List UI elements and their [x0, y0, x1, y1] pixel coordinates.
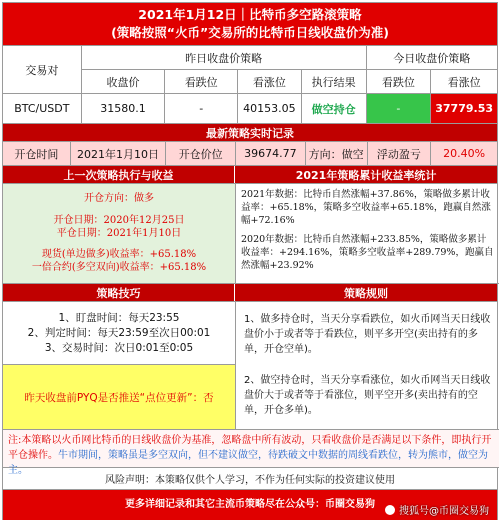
stats-2020: 2020年数据：比特币自然涨幅+233.85%，策略做多累计收益率：+294.16%，策略多空收益率+289.79%，跑赢自然涨幅+23.92% — [241, 234, 494, 271]
today-bull-header: 看涨位 — [447, 75, 481, 89]
float-label: 浮动盈亏 — [368, 142, 432, 165]
disclaimer-row — [3, 468, 497, 490]
latest-record-row — [3, 142, 497, 166]
page-title: 2021年1月12日｜比特币多空路滚策略 — [138, 7, 362, 22]
today-bull-cell: 37779.53 — [431, 94, 497, 123]
page-subtitle: (策略按照“火币”交易所的比特币日线收盘价为准) — [111, 25, 389, 40]
latest-record-title: 最新策略实时记录 — [3, 124, 497, 141]
close-price-header: 收盘价 — [82, 70, 166, 93]
today-strategy-header: 今日收盘价策略 — [393, 51, 471, 65]
pyq-note-panel — [3, 365, 236, 430]
bear-level-header: 看跌位 — [165, 70, 238, 93]
last-exec-direction: 开仓方向：做多 — [84, 193, 154, 204]
table-row — [3, 94, 497, 124]
latest-record-bar — [3, 124, 497, 142]
direction-value: 方向：做空 — [306, 142, 368, 165]
rules-panel — [236, 302, 499, 430]
rule-item: 1、做多持仓时，当天分享看跌位，如火币网当天日线收盘价小于或者等于看跌位，则平多开空(卖出持有的多单，开仓空单)。 — [244, 314, 491, 355]
note-red-text: 注:本策略以火币网比特币的日线收盘价为基准，忽略盘中所有波动，只看收盘价是否满足以下条件，即执行开平仓操作。 — [8, 435, 492, 461]
note-blue-text: 牛市期间，策略虽是多空双向，但不建议做空，待跌破文中数据的周线看跌位，转为熊市，做空为主。 — [8, 450, 488, 476]
float-value: 20.40% — [443, 147, 486, 160]
result-cell: 做空持仓 — [302, 94, 367, 123]
tips-panel — [3, 302, 236, 365]
watermark-text: 搜狐号@币圈交易狗 — [399, 506, 489, 517]
today-bear-cell: - — [367, 94, 432, 123]
exec-stats-bar — [3, 166, 497, 184]
stats-2021: 2021年数据：比特币自然涨幅+37.86%，策略做多累计收益率：+65.18%，策略多空收益率+65.18%，跑赢自然涨幅+72.16% — [241, 189, 491, 226]
table-group-header — [3, 46, 497, 77]
pair-header: 交易对 — [3, 46, 82, 94]
note-panel — [3, 430, 499, 476]
result-header: 执行结果 — [302, 70, 367, 93]
pair-cell: BTC/USDT — [3, 94, 82, 123]
last-exec-panel — [3, 184, 236, 284]
watermark — [385, 502, 489, 517]
open-time-label: 开仓时间 — [3, 142, 71, 165]
tip-item: 2、判定时间：每天23:59至次日00:01 — [27, 327, 211, 339]
stats-panel — [236, 184, 499, 284]
pyq-note: 昨天收盘前PYQ是否推送“点位更新”：否 — [24, 391, 214, 404]
paw-icon — [385, 505, 395, 515]
tips-title: 策略技巧 — [3, 284, 235, 301]
bear-level-cell: - — [165, 94, 238, 123]
last-exec-close-date: 平仓日期：2021年1月10日 — [56, 228, 182, 239]
bull-level-cell: 40153.05 — [238, 94, 302, 123]
stats-title: 2021年策略累计收益率统计 — [235, 166, 497, 183]
open-time-value: 2021年1月10日 — [71, 142, 167, 165]
header-banner — [3, 3, 497, 46]
open-price-value: 39674.77 — [236, 142, 306, 165]
last-exec-title: 上一次策略执行与收益 — [3, 166, 235, 183]
strategy-sheet — [2, 2, 498, 520]
footer-text: 更多详细记录和其它主流币策略尽在公众号：币圈交易狗 — [125, 498, 375, 510]
last-exec-contract-yield: 一倍合约(多空双向)收益率：+65.18% — [31, 262, 207, 273]
prev-strategy-header: 昨日收盘价策略 — [82, 46, 367, 69]
tips-rules-bar — [3, 284, 497, 302]
close-price-cell: 31580.1 — [82, 94, 166, 123]
rules-title: 策略规则 — [235, 284, 497, 301]
rule-item: 2、做空持仓时，当天分享看涨位，如火币网当天日线收盘价大于或者等于看涨位，则平空开多(卖出持有的空单，开仓多单)。 — [244, 375, 491, 416]
last-exec-open-date: 开仓日期：2020年12月25日 — [53, 215, 185, 226]
last-exec-spot-yield: 现货(单边做多)收益率：+65.18% — [41, 249, 197, 260]
bull-level-header: 看涨位 — [238, 70, 302, 93]
open-price-label: 开仓价位 — [166, 142, 236, 165]
disclaimer-text: 风险声明：本策略仅供个人学习，不作为任何实际的投资建议使用 — [105, 475, 395, 486]
tip-item: 3、交易时间：次日0:01至0:05 — [44, 342, 194, 354]
today-bear-header: 看跌位 — [367, 70, 432, 93]
tip-item: 1、盯盘时间：每天23:55 — [58, 312, 180, 324]
